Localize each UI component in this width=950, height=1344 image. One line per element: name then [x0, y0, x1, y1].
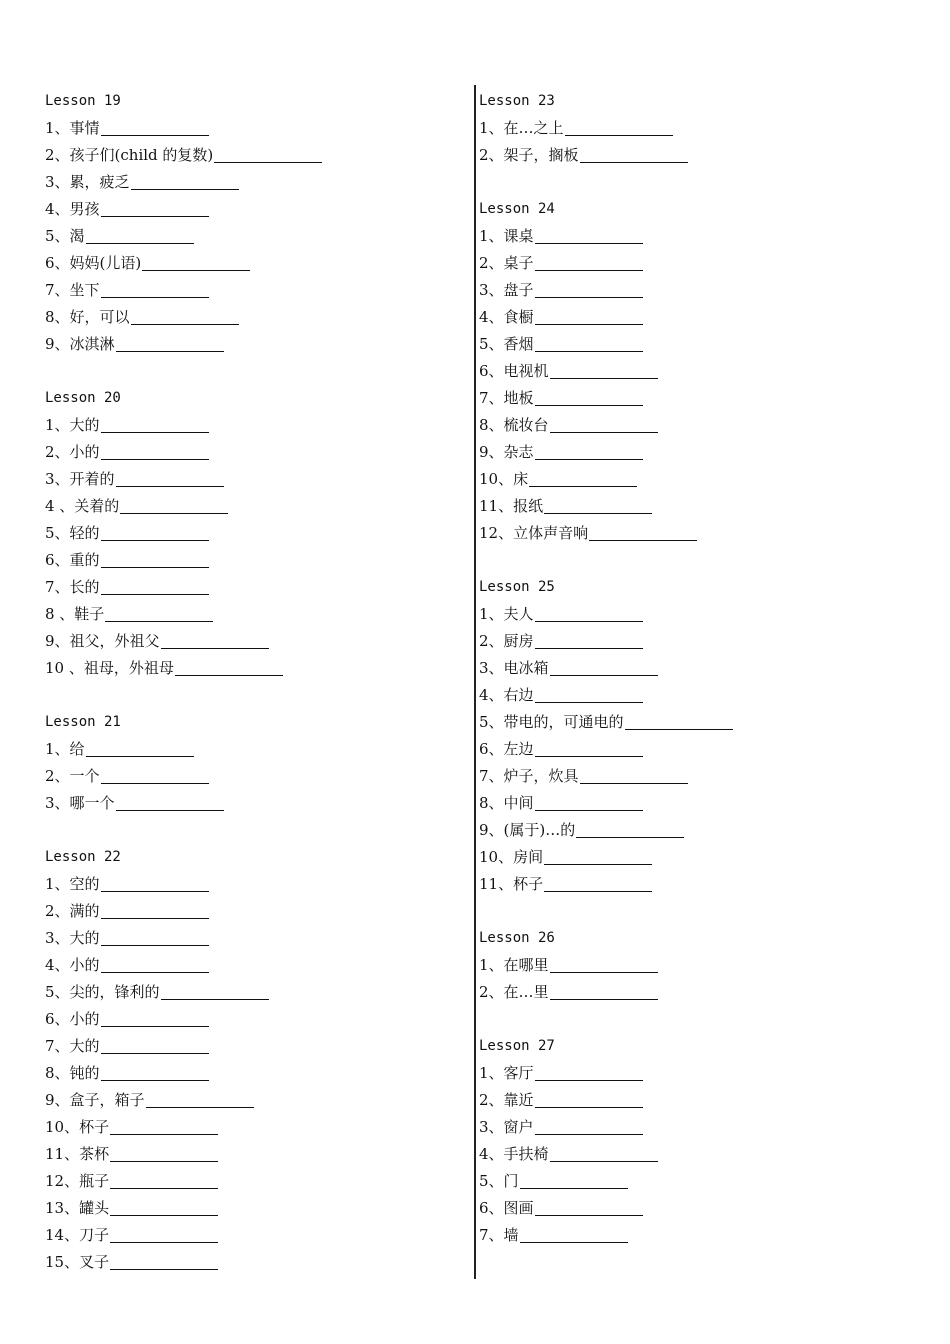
- answer-blank[interactable]: [535, 1065, 643, 1081]
- vocab-item: [45, 1006, 465, 1033]
- vocab-prompt: 2、小的: [45, 443, 100, 461]
- answer-blank[interactable]: [101, 957, 209, 973]
- vocab-item: [45, 142, 465, 169]
- vocab-prompt: 14、刀子: [45, 1226, 110, 1244]
- vocab-item: [479, 493, 919, 520]
- vocab-item: [479, 952, 919, 979]
- vocab-item: [45, 277, 465, 304]
- vocab-prompt: 1、客厅: [479, 1064, 534, 1082]
- vocab-prompt: 9、祖父，外祖父: [45, 632, 160, 650]
- vocab-item: [479, 1168, 919, 1195]
- vocab-prompt: 4、男孩: [45, 200, 100, 218]
- answer-blank[interactable]: [110, 1254, 218, 1270]
- vocab-prompt: 4、右边: [479, 686, 534, 704]
- vocab-item: [479, 871, 919, 898]
- vocab-prompt: 2、一个: [45, 767, 100, 785]
- lesson-title: Lesson 23: [479, 93, 555, 109]
- vocab-item: [479, 601, 919, 628]
- right-column: [479, 88, 919, 1249]
- vocab-item: [45, 520, 465, 547]
- vocab-prompt: 3、累，疲乏: [45, 173, 130, 191]
- vocab-prompt: 1、课桌: [479, 227, 534, 245]
- answer-blank[interactable]: [535, 795, 643, 811]
- vocab-item: [45, 952, 465, 979]
- vocab-prompt: 2、厨房: [479, 632, 534, 650]
- vocab-item: [479, 1087, 919, 1114]
- vocab-item: [45, 628, 465, 655]
- answer-blank[interactable]: [105, 606, 213, 622]
- vocab-item: [479, 709, 919, 736]
- lesson-section: [479, 88, 919, 169]
- answer-blank[interactable]: [520, 1173, 628, 1189]
- answer-blank[interactable]: [101, 903, 209, 919]
- answer-blank[interactable]: [131, 309, 239, 325]
- vocab-prompt: 3、大的: [45, 929, 100, 947]
- vocab-item: [479, 277, 919, 304]
- vocab-item: [45, 1141, 465, 1168]
- answer-blank[interactable]: [101, 552, 209, 568]
- vocab-prompt: 5、香烟: [479, 335, 534, 353]
- vocab-item: [479, 412, 919, 439]
- lesson-section: [479, 196, 919, 547]
- vocab-item: [45, 871, 465, 898]
- vocab-item: [479, 439, 919, 466]
- vocab-prompt: 7、炉子，炊具: [479, 767, 579, 785]
- vocab-item: [479, 628, 919, 655]
- vocab-item: [45, 223, 465, 250]
- lesson-title: Lesson 21: [45, 714, 121, 730]
- vocab-item: [45, 790, 465, 817]
- lesson-title: Lesson 25: [479, 579, 555, 595]
- answer-blank[interactable]: [110, 1146, 218, 1162]
- vocab-item: [45, 1195, 465, 1222]
- vocab-prompt: 1、大的: [45, 416, 100, 434]
- vocab-prompt: 3、窗户: [479, 1118, 534, 1136]
- vocab-item: [479, 817, 919, 844]
- answer-blank[interactable]: [131, 174, 239, 190]
- vocab-prompt: 13、罐头: [45, 1199, 110, 1217]
- answer-blank[interactable]: [550, 984, 658, 1000]
- vocab-item: [45, 925, 465, 952]
- lesson-title: Lesson 27: [479, 1038, 555, 1054]
- answer-blank[interactable]: [535, 1119, 643, 1135]
- answer-blank[interactable]: [101, 1038, 209, 1054]
- vocab-prompt: 2、靠近: [479, 1091, 534, 1109]
- vocab-prompt: 9、(属于)…的: [479, 821, 576, 839]
- answer-blank[interactable]: [550, 660, 658, 676]
- vocab-item: [479, 1222, 919, 1249]
- vocab-item: [45, 1060, 465, 1087]
- vocab-item: [45, 898, 465, 925]
- vocab-item: [45, 304, 465, 331]
- vocab-prompt: 3、哪一个: [45, 794, 115, 812]
- answer-blank[interactable]: [101, 876, 209, 892]
- vocab-prompt: 1、空的: [45, 875, 100, 893]
- vocab-item: [479, 250, 919, 277]
- vocab-prompt: 7、长的: [45, 578, 100, 596]
- vocab-prompt: 8、中间: [479, 794, 534, 812]
- answer-blank[interactable]: [101, 768, 209, 784]
- answer-blank[interactable]: [101, 120, 209, 136]
- answer-blank[interactable]: [535, 255, 643, 271]
- vocab-prompt: 7、墙: [479, 1226, 519, 1244]
- vocab-prompt: 6、图画: [479, 1199, 534, 1217]
- vocab-item: [45, 736, 465, 763]
- answer-blank[interactable]: [110, 1119, 218, 1135]
- vocab-item: [45, 493, 465, 520]
- answer-blank[interactable]: [146, 1092, 254, 1108]
- vocab-item: [479, 736, 919, 763]
- answer-blank[interactable]: [116, 471, 224, 487]
- answer-blank[interactable]: [535, 606, 643, 622]
- vocab-prompt: 4、食橱: [479, 308, 534, 326]
- vocab-item: [479, 520, 919, 547]
- vocab-prompt: 3、开着的: [45, 470, 115, 488]
- vocab-prompt: 11、报纸: [479, 497, 544, 515]
- answer-blank[interactable]: [544, 849, 652, 865]
- vocab-prompt: 12、瓶子: [45, 1172, 110, 1190]
- answer-blank[interactable]: [120, 498, 228, 514]
- answer-blank[interactable]: [116, 336, 224, 352]
- answer-blank[interactable]: [142, 255, 250, 271]
- vocab-prompt: 1、在哪里: [479, 956, 549, 974]
- answer-blank[interactable]: [86, 228, 194, 244]
- vocab-item: [479, 1141, 919, 1168]
- vocab-item: [45, 1087, 465, 1114]
- lesson-title: Lesson 20: [45, 390, 121, 406]
- vocab-prompt: 11、杯子: [479, 875, 544, 893]
- lesson-section: [45, 844, 465, 1276]
- vocab-item: [479, 763, 919, 790]
- vocab-item: [45, 1222, 465, 1249]
- vocab-prompt: 10、杯子: [45, 1118, 110, 1136]
- vocab-item: [45, 655, 465, 682]
- answer-blank[interactable]: [101, 282, 209, 298]
- vocab-item: [45, 763, 465, 790]
- vocab-prompt: 8 、鞋子: [45, 605, 105, 623]
- vocab-prompt: 4、小的: [45, 956, 100, 974]
- vocab-prompt: 2、在…里: [479, 983, 549, 1001]
- vocab-prompt: 9、冰淇淋: [45, 335, 115, 353]
- vocab-prompt: 3、电冰箱: [479, 659, 549, 677]
- vocab-item: [479, 1060, 919, 1087]
- answer-blank[interactable]: [520, 1227, 628, 1243]
- vocab-item: [45, 1033, 465, 1060]
- answer-blank[interactable]: [535, 633, 643, 649]
- answer-blank[interactable]: [535, 687, 643, 703]
- answer-blank[interactable]: [565, 120, 673, 136]
- vocab-prompt: 5、轻的: [45, 524, 100, 542]
- answer-blank[interactable]: [535, 309, 643, 325]
- vocab-item: [479, 115, 919, 142]
- vocab-prompt: 6、妈妈(儿语): [45, 254, 142, 272]
- answer-blank[interactable]: [550, 363, 658, 379]
- vocab-item: [45, 1249, 465, 1276]
- answer-blank[interactable]: [161, 984, 269, 1000]
- vocab-item: [479, 466, 919, 493]
- answer-blank[interactable]: [101, 444, 209, 460]
- vocab-prompt: 10、床: [479, 470, 529, 488]
- answer-blank[interactable]: [86, 741, 194, 757]
- vocab-prompt: 6、左边: [479, 740, 534, 758]
- vocab-item: [45, 574, 465, 601]
- vocab-item: [479, 844, 919, 871]
- vocab-prompt: 1、在…之上: [479, 119, 564, 137]
- vocab-item: [45, 979, 465, 1006]
- answer-blank[interactable]: [550, 957, 658, 973]
- vocab-item: [45, 547, 465, 574]
- vocab-item: [479, 655, 919, 682]
- vocab-prompt: 15、叉子: [45, 1253, 110, 1271]
- lesson-section: [45, 88, 465, 358]
- answer-blank[interactable]: [116, 795, 224, 811]
- vocab-prompt: 2、架子，搁板: [479, 146, 579, 164]
- vocab-prompt: 6、重的: [45, 551, 100, 569]
- vocab-prompt: 6、电视机: [479, 362, 549, 380]
- vocab-prompt: 5、尖的，锋利的: [45, 983, 160, 1001]
- vocab-item: [45, 1114, 465, 1141]
- answer-blank[interactable]: [110, 1200, 218, 1216]
- answer-blank[interactable]: [550, 1146, 658, 1162]
- vocab-item: [479, 790, 919, 817]
- vocab-prompt: 2、满的: [45, 902, 100, 920]
- vocab-item: [479, 358, 919, 385]
- vocab-item: [479, 1195, 919, 1222]
- vocab-item: [45, 196, 465, 223]
- lesson-title: Lesson 24: [479, 201, 555, 217]
- vocab-item: [479, 304, 919, 331]
- vocab-prompt: 9、杂志: [479, 443, 534, 461]
- vocab-prompt: 10 、祖母，外祖母: [45, 659, 174, 677]
- vocab-prompt: 4、手扶椅: [479, 1145, 549, 1163]
- answer-blank[interactable]: [101, 525, 209, 541]
- vocab-prompt: 1、夫人: [479, 605, 534, 623]
- lesson-section: [479, 925, 919, 1006]
- vocab-prompt: 5、渴: [45, 227, 85, 245]
- vocab-item: [479, 979, 919, 1006]
- vocab-prompt: 5、带电的，可通电的: [479, 713, 624, 731]
- vocab-prompt: 8、钝的: [45, 1064, 100, 1082]
- answer-blank[interactable]: [101, 1011, 209, 1027]
- vocab-item: [479, 682, 919, 709]
- vocab-prompt: 2、桌子: [479, 254, 534, 272]
- lesson-section: [45, 709, 465, 817]
- vocab-prompt: 4 、关着的: [45, 497, 120, 515]
- lesson-title: Lesson 22: [45, 849, 121, 865]
- answer-blank[interactable]: [110, 1227, 218, 1243]
- vocab-item: [45, 331, 465, 358]
- vocab-prompt: 7、地板: [479, 389, 534, 407]
- vocab-prompt: 11、茶杯: [45, 1145, 110, 1163]
- vocab-item: [45, 466, 465, 493]
- lesson-section: [479, 1033, 919, 1249]
- answer-blank[interactable]: [535, 390, 643, 406]
- answer-blank[interactable]: [625, 714, 733, 730]
- vocab-prompt: 6、小的: [45, 1010, 100, 1028]
- vocab-prompt: 2、孩子们(child 的复数): [45, 146, 214, 164]
- answer-blank[interactable]: [529, 471, 637, 487]
- vocab-prompt: 7、大的: [45, 1037, 100, 1055]
- lesson-title: Lesson 19: [45, 93, 121, 109]
- column-divider: [474, 85, 476, 1279]
- vocab-prompt: 7、坐下: [45, 281, 100, 299]
- answer-blank[interactable]: [161, 633, 269, 649]
- vocab-prompt: 10、房间: [479, 848, 544, 866]
- answer-blank[interactable]: [544, 498, 652, 514]
- answer-blank[interactable]: [580, 768, 688, 784]
- answer-blank[interactable]: [544, 876, 652, 892]
- answer-blank[interactable]: [101, 1065, 209, 1081]
- answer-blank[interactable]: [535, 228, 643, 244]
- vocab-prompt: 1、给: [45, 740, 85, 758]
- lesson-title: Lesson 26: [479, 930, 555, 946]
- left-column: [45, 88, 465, 1276]
- answer-blank[interactable]: [576, 822, 684, 838]
- answer-blank[interactable]: [101, 201, 209, 217]
- answer-blank[interactable]: [214, 147, 322, 163]
- answer-blank[interactable]: [101, 930, 209, 946]
- vocab-item: [45, 439, 465, 466]
- lesson-section: [479, 574, 919, 898]
- answer-blank[interactable]: [110, 1173, 218, 1189]
- answer-blank[interactable]: [550, 417, 658, 433]
- vocab-item: [45, 169, 465, 196]
- vocab-item: [45, 250, 465, 277]
- lesson-section: [45, 385, 465, 682]
- vocab-prompt: 1、事情: [45, 119, 100, 137]
- answer-blank[interactable]: [580, 147, 688, 163]
- answer-blank[interactable]: [175, 660, 283, 676]
- answer-blank[interactable]: [535, 1200, 643, 1216]
- vocab-item: [45, 601, 465, 628]
- vocab-prompt: 9、盒子，箱子: [45, 1091, 145, 1109]
- answer-blank[interactable]: [535, 336, 643, 352]
- vocab-prompt: 5、门: [479, 1172, 519, 1190]
- vocab-item: [479, 1114, 919, 1141]
- vocab-prompt: 12、立体声音响: [479, 524, 589, 542]
- vocab-item: [479, 142, 919, 169]
- answer-blank[interactable]: [101, 579, 209, 595]
- vocab-item: [479, 385, 919, 412]
- vocab-prompt: 8、梳妆台: [479, 416, 549, 434]
- vocab-prompt: 3、盘子: [479, 281, 534, 299]
- vocab-prompt: 8、好，可以: [45, 308, 130, 326]
- answer-blank[interactable]: [589, 525, 697, 541]
- vocab-item: [45, 115, 465, 142]
- vocab-item: [45, 412, 465, 439]
- vocab-item: [479, 223, 919, 250]
- answer-blank[interactable]: [535, 1092, 643, 1108]
- answer-blank[interactable]: [535, 444, 643, 460]
- vocab-item: [479, 331, 919, 358]
- vocab-item: [45, 1168, 465, 1195]
- answer-blank[interactable]: [535, 282, 643, 298]
- answer-blank[interactable]: [101, 417, 209, 433]
- answer-blank[interactable]: [535, 741, 643, 757]
